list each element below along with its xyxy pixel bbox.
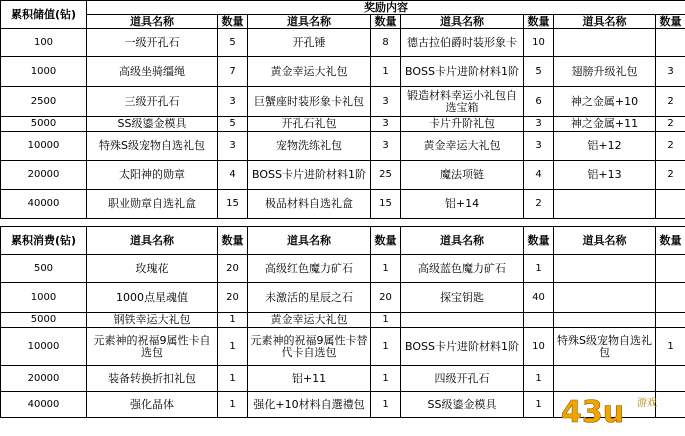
reward-item-name [554,392,656,418]
column-header-quantity: 数量 [524,15,554,29]
reward-tier-row [1,190,685,219]
reward-item-name: 职业勋章自选礼盒 [87,190,218,219]
reward-item-name: BOSS卡片进阶材料1阶 [401,57,524,87]
reward-tier-row [1,255,685,283]
reward-item-quantity: 3 [371,132,401,161]
reward-tier-row [1,57,685,87]
reward-item-name: 钢铁幸运大礼包 [87,313,218,328]
column-header-quantity: 数量 [371,15,401,29]
column-header-item-name: 道具名称 [87,15,218,29]
reward-content-header: 奖励内容 [87,1,685,15]
column-header-item-name: 道具名称 [401,15,524,29]
reward-item-quantity: 2 [656,161,685,190]
reward-item-name: 魔法项链 [401,161,524,190]
column-header-item-name: 道具名称 [248,15,371,29]
reward-item-name [554,283,656,313]
reward-tier-row [1,313,685,328]
reward-item-name: 铝+13 [554,161,656,190]
reward-item-quantity: 1 [371,57,401,87]
reward-item-quantity: 3 [524,117,554,132]
watermark-logo-text: 43u [561,395,625,430]
reward-item-quantity [656,366,685,392]
reward-item-name [554,255,656,283]
reward-tier-row [1,161,685,190]
recharge-section-title: 累积储值(钻) [1,1,87,29]
reward-item-quantity: 1 [371,328,401,366]
column-header-quantity: 数量 [218,15,248,29]
reward-item-quantity: 2 [656,132,685,161]
reward-item-name: 强化晶体 [87,392,218,418]
reward-item-quantity: 3 [218,132,248,161]
reward-item-quantity [656,190,685,219]
reward-item-name: 特殊S级宠物自选礼包 [554,328,656,366]
reward-item-name: 宠物洗练礼包 [248,132,371,161]
column-header-quantity: 数量 [656,15,685,29]
column-header-item-name: 道具名称 [248,227,371,255]
tier-amount: 1000 [1,283,87,313]
reward-item-quantity: 1 [524,255,554,283]
reward-item-quantity: 15 [218,190,248,219]
reward-item-name [401,313,524,328]
reward-item-quantity: 3 [524,132,554,161]
reward-item-quantity: 3 [218,87,248,117]
column-header-item-name: 道具名称 [401,227,524,255]
tier-amount: 10000 [1,328,87,366]
reward-item-quantity: 2 [656,87,685,117]
reward-tier-row [1,392,685,418]
reward-item-name: 三级开孔石 [87,87,218,117]
reward-item-quantity: 1 [371,313,401,328]
tier-amount: 5000 [1,117,87,132]
reward-item-name: 玫瑰花 [87,255,218,283]
reward-item-name: 铝+12 [554,132,656,161]
reward-item-quantity: 25 [371,161,401,190]
reward-item-name: 未激活的星辰之石 [248,283,371,313]
reward-tier-row [1,87,685,117]
reward-item-quantity: 5 [218,29,248,57]
reward-item-name: 翅膀升级礼包 [554,57,656,87]
watermark-suffix-text: 游戏 [637,398,657,409]
reward-item-quantity: 1 [656,328,685,366]
reward-item-quantity: 4 [524,161,554,190]
reward-item-quantity [656,283,685,313]
reward-item-name [554,366,656,392]
reward-tier-row [1,366,685,392]
reward-item-quantity: 10 [524,328,554,366]
reward-item-quantity: 4 [218,161,248,190]
reward-item-name: 高级蓝色魔力矿石 [401,255,524,283]
reward-item-quantity: 1 [371,255,401,283]
reward-item-name: SS级鎏金模具 [87,117,218,132]
reward-item-name: 黄金幸运大礼包 [248,313,371,328]
tier-amount: 100 [1,29,87,57]
reward-item-quantity: 3 [656,57,685,87]
tier-amount: 40000 [1,190,87,219]
reward-tier-row [1,29,685,57]
reward-item-name: 一级开孔石 [87,29,218,57]
column-header-quantity: 数量 [524,227,554,255]
reward-item-name: 装备转换折扣礼包 [87,366,218,392]
reward-item-name: 高级红色魔力矿石 [248,255,371,283]
reward-item-name [554,29,656,57]
reward-item-quantity: 1 [218,366,248,392]
tier-amount: 10000 [1,132,87,161]
reward-item-name: 卡片升阶礼包 [401,117,524,132]
tier-amount: 20000 [1,161,87,190]
reward-item-quantity: 2 [524,190,554,219]
reward-item-quantity: 10 [524,29,554,57]
reward-item-name: 开孔石礼包 [248,117,371,132]
tier-amount: 5000 [1,313,87,328]
reward-item-quantity: 20 [218,255,248,283]
column-header-item-name: 道具名称 [87,227,218,255]
reward-item-name: 极品材料自选礼盒 [248,190,371,219]
consume-header-row [1,227,685,255]
reward-item-name: 巨蟹座时装形象卡礼包 [248,87,371,117]
reward-item-quantity: 5 [218,117,248,132]
reward-tier-row [1,132,685,161]
reward-item-name: 元素神的祝福9属性卡替代卡自选包 [248,328,371,366]
tier-amount: 2500 [1,87,87,117]
reward-item-quantity: 2 [656,117,685,132]
reward-item-name: 高级坐骑缰绳 [87,57,218,87]
reward-item-quantity: 20 [371,283,401,313]
reward-tier-row [1,283,685,313]
reward-item-name: 探宝钥匙 [401,283,524,313]
reward-item-quantity [656,313,685,328]
reward-item-quantity: 1 [218,328,248,366]
consume-table [0,226,685,418]
reward-item-quantity: 8 [371,29,401,57]
consume-section-title: 累积消费(钻) [1,227,87,255]
tier-amount: 1000 [1,57,87,87]
reward-item-quantity: 1 [524,392,554,418]
reward-item-quantity: 1 [524,366,554,392]
reward-item-name: BOSS卡片进阶材料1阶 [401,328,524,366]
reward-item-name: SS级鎏金模具 [401,392,524,418]
reward-item-quantity: 5 [524,57,554,87]
reward-item-name: 强化+10材料自選禮包 [248,392,371,418]
reward-item-quantity [656,29,685,57]
reward-item-name: 神之金属+10 [554,87,656,117]
reward-item-quantity: 6 [524,87,554,117]
reward-item-quantity: 1 [371,392,401,418]
reward-item-name: 德古拉伯爵时装形象卡 [401,29,524,57]
reward-item-quantity: 1 [218,313,248,328]
column-header-item-name: 道具名称 [554,227,656,255]
reward-item-quantity: 3 [371,87,401,117]
reward-item-quantity: 1 [218,392,248,418]
reward-item-quantity [656,255,685,283]
reward-item-quantity [656,392,685,418]
tier-amount: 500 [1,255,87,283]
reward-item-name: 太阳神的勋章 [87,161,218,190]
reward-item-quantity: 20 [218,283,248,313]
column-header-quantity: 数量 [218,227,248,255]
reward-item-name: 元素神的祝福9属性卡自选包 [87,328,218,366]
reward-item-name [554,190,656,219]
reward-item-quantity: 7 [218,57,248,87]
tier-amount: 40000 [1,392,87,418]
reward-item-name: 开孔锤 [248,29,371,57]
reward-item-name: 锻造材料幸运小礼包自选宝箱 [401,87,524,117]
recharge-title-row [1,1,685,15]
recharge-header-row [1,15,685,29]
reward-tier-row [1,117,685,132]
reward-item-name: 黄金幸运大礼包 [401,132,524,161]
reward-item-name: 特殊S级宠物自选礼包 [87,132,218,161]
reward-item-name: 四级开孔石 [401,366,524,392]
reward-item-quantity: 40 [524,283,554,313]
reward-item-name [554,313,656,328]
reward-item-name: 神之金属+11 [554,117,656,132]
reward-tier-row [1,328,685,366]
reward-item-name: 黄金幸运大礼包 [248,57,371,87]
column-header-item-name: 道具名称 [554,15,656,29]
reward-item-quantity [524,313,554,328]
reward-item-name: 1000点星魂值 [87,283,218,313]
column-header-quantity: 数量 [656,227,685,255]
reward-item-quantity: 1 [371,366,401,392]
column-header-quantity: 数量 [371,227,401,255]
reward-item-quantity: 15 [371,190,401,219]
reward-item-name: BOSS卡片进阶材料1阶 [248,161,371,190]
reward-item-name: 铝+11 [248,366,371,392]
reward-item-quantity: 3 [371,117,401,132]
reward-item-name: 铝+14 [401,190,524,219]
tier-amount: 20000 [1,366,87,392]
